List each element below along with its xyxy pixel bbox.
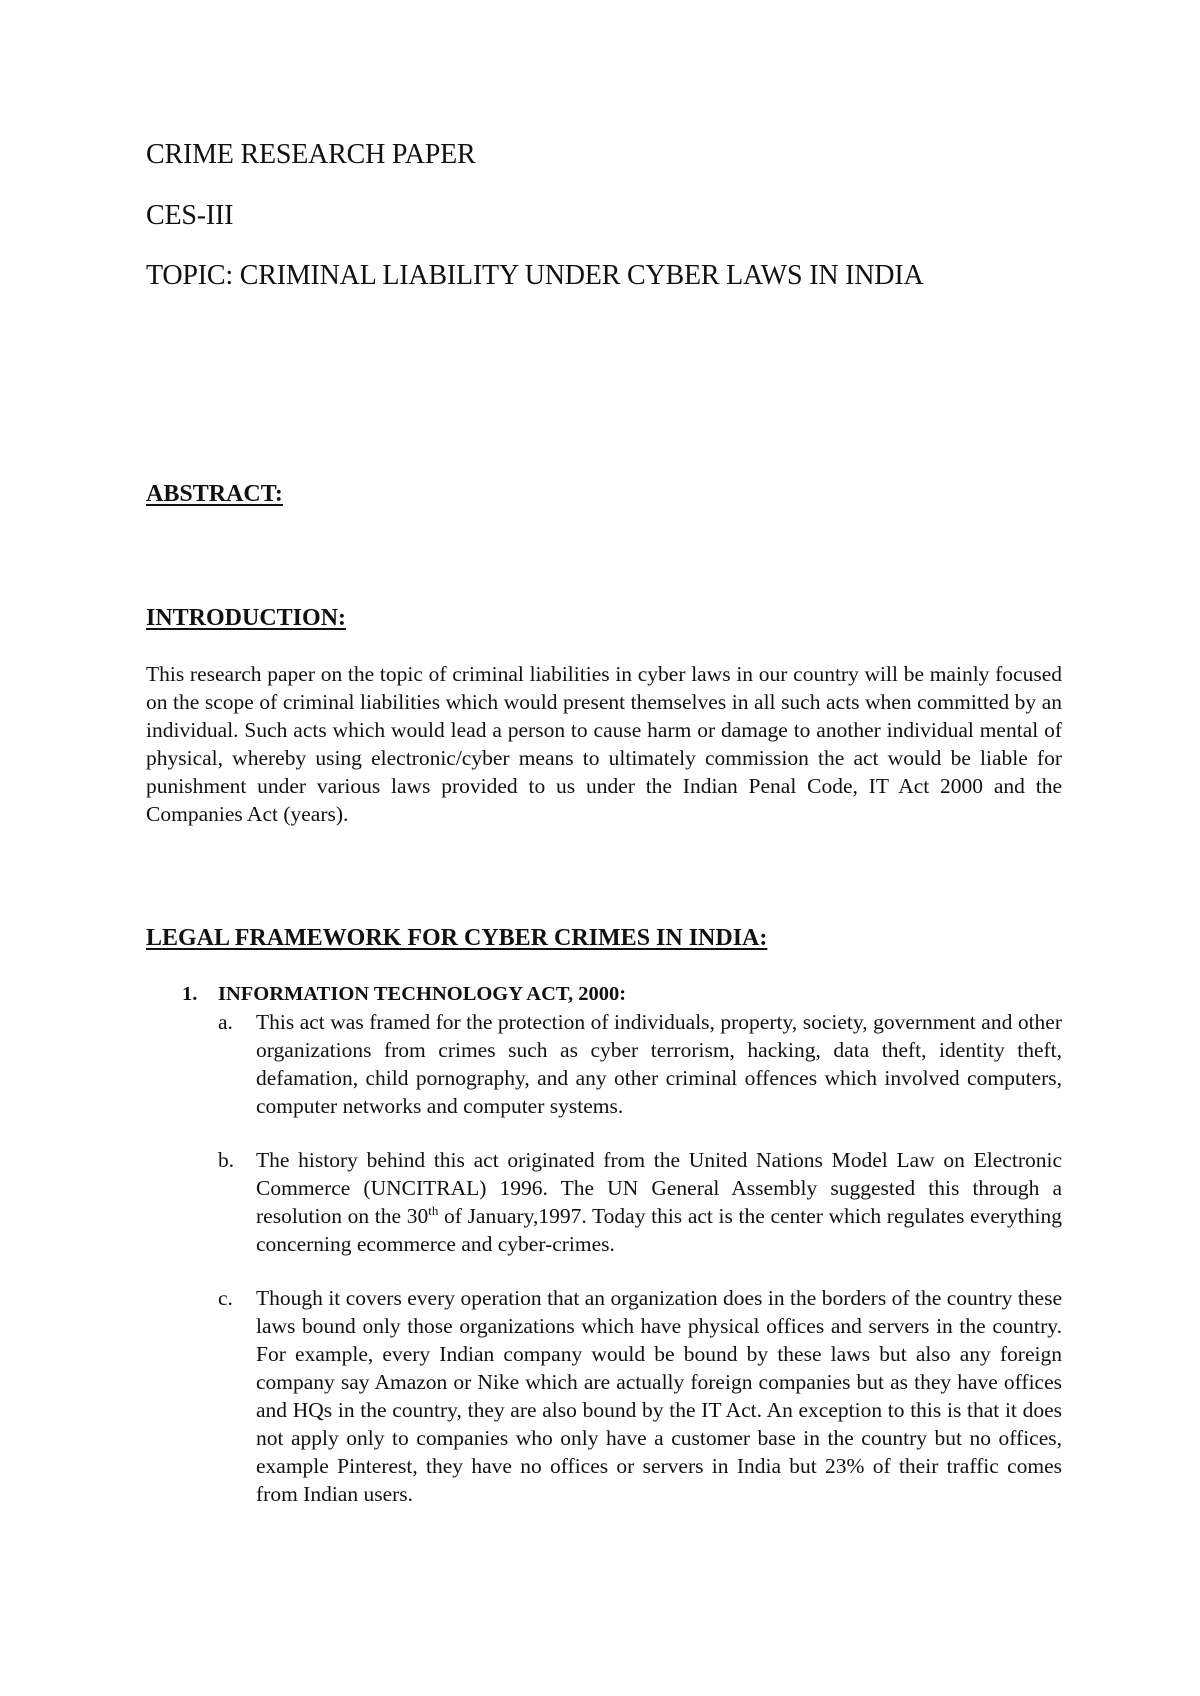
- section-title-text: INFORMATION TECHNOLOGY ACT, 2000:: [218, 983, 627, 1005]
- item-text: Though it covers every operation that an organization does in the borders of the country these laws bound only those organizations which have physical offices and servers in the country. For example, every Indian company would be bound by these laws but also any foreign company say Amazon or Nike which are actually foreign companies but as they have offices and HQs in the country, they are also bound by the IT Act. An exception to this is that it does not apply only to companies who only have a customer base in the country but no offices, example Pinterest, they have no offices or servers in India but 23% of their traffic comes from Indian users.: [256, 1286, 1062, 1506]
- legal-framework-heading: LEGAL FRAMEWORK FOR CYBER CRIMES IN INDIA:: [146, 925, 768, 951]
- item-letter: b.: [218, 1148, 235, 1172]
- item-text-start: The history behind this act originated from the United Nations Model Law on Electronic Commerce (UNCITRAL) 1996. The UN General Assembly suggested this through a resolution on the 30: [256, 1148, 1062, 1228]
- section-number: 1.: [182, 983, 198, 1005]
- abstract-heading: ABSTRACT:: [146, 481, 283, 507]
- ordinal-superscript: th: [428, 1202, 439, 1218]
- introduction-paragraph: This research paper on the topic of criminal liabilities in cyber laws in our country will be mainly focused on the scope of criminal liabilities which would present themselves in all such acts when committed by an individual. Such acts which would lead a person to cause harm or damage to another individual mental of physical, whereby using electronic/cyber means to ultimately commission the act would be liable for punishment under various laws provided to us under the Indian Penal Code, IT Act 2000 and the Companies Act (years).: [146, 662, 1062, 826]
- list-item-c: [146, 1284, 1062, 1508]
- item-letter: a.: [218, 1010, 233, 1034]
- introduction-heading: INTRODUCTION:: [146, 605, 347, 631]
- legal-framework-list: [146, 980, 1062, 1534]
- item-text: This act was framed for the protection of individuals, property, society, government and other organizations from crimes such as cyber terrorism, hacking, data theft, identity theft, defamation, child pornography, and any other criminal offences which involved computers, computer networks and computer systems.: [256, 1010, 1062, 1118]
- item-text-end: of January,1997. Today this act is the center which regulates everything concerning ecommerce and cyber-crimes.: [256, 1204, 1062, 1256]
- topic-title: TOPIC: CRIMINAL LIABILITY UNDER CYBER LAWS IN INDIA: [146, 260, 924, 291]
- list-item-b: [146, 1146, 1062, 1258]
- course-code: CES-III: [146, 200, 234, 231]
- item-letter: c.: [218, 1286, 233, 1310]
- section-title: [146, 980, 1062, 1008]
- list-item-a: [146, 1008, 1062, 1120]
- paper-title: CRIME RESEARCH PAPER: [146, 139, 476, 170]
